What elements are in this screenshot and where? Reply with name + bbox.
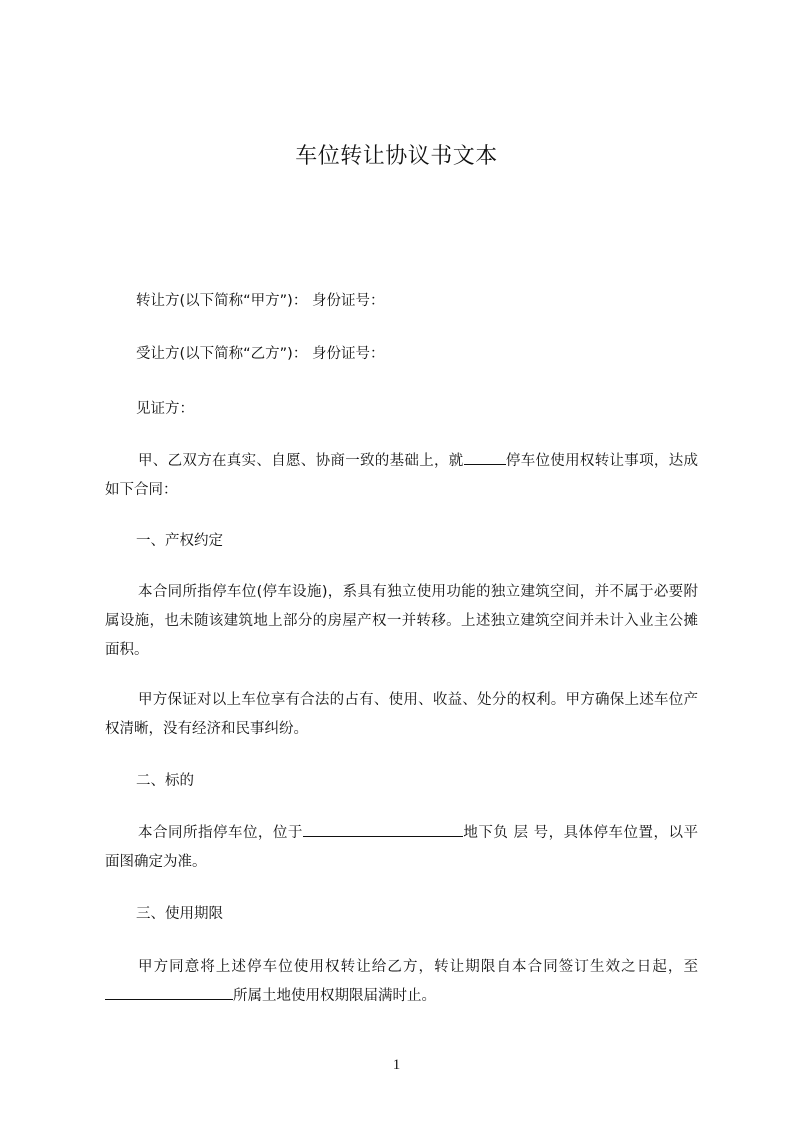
section2-text-part1: 本合同所指停车位，位于	[138, 825, 303, 841]
witness-line: 见证方：	[136, 401, 194, 417]
section2-paragraph	[105, 819, 698, 877]
intro-text-part1: 甲、乙双方在真实、自愿、协商一致的基础上，就	[138, 453, 464, 469]
document-title: 车位转让协议书文本	[295, 144, 498, 169]
section3-text-part2: 所属土地使用权期限届满时止。	[233, 988, 436, 1004]
section1-paragraph1: 本合同所指停车位(停车设施)，系具有独立使用功能的独立建筑空间，并不属于必要附属设施，也未随该建筑地上部分的房屋产权一并转移。上述独立建筑空间并未计入业主公摊面积。	[105, 584, 698, 658]
section1-paragraph2: 甲方保证对以上车位享有合法的占有、使用、收益、处分的权利。甲方确保上述车位产权清晰，没有经济和民事纠纷。	[105, 692, 698, 737]
term-blank	[105, 985, 233, 1000]
location-blank	[303, 822, 463, 837]
intro-paragraph	[105, 447, 698, 505]
page-number: 1	[392, 1057, 401, 1073]
transferee-line: 受让方(以下简称“乙方”)： 身份证号：	[136, 346, 385, 362]
section3-heading: 三、使用期限	[136, 906, 223, 922]
intro-blank	[464, 450, 506, 465]
section1-heading: 一、产权约定	[136, 533, 223, 549]
section3-paragraph	[105, 953, 698, 1011]
section2-heading: 二、标的	[136, 773, 194, 789]
section2-text-part2: 地下负 层 号，具体停车位置，以平面图确定为准。	[105, 825, 699, 870]
intro-text-part2: 停车位使用权转让事项，达成如下合同：	[105, 453, 699, 498]
transferor-line: 转让方(以下简称“甲方”)： 身份证号：	[136, 293, 385, 309]
section3-text-part1: 甲方同意将上述停车位使用权转让给乙方，转让期限自本合同签订生效之日起，至	[138, 959, 698, 975]
